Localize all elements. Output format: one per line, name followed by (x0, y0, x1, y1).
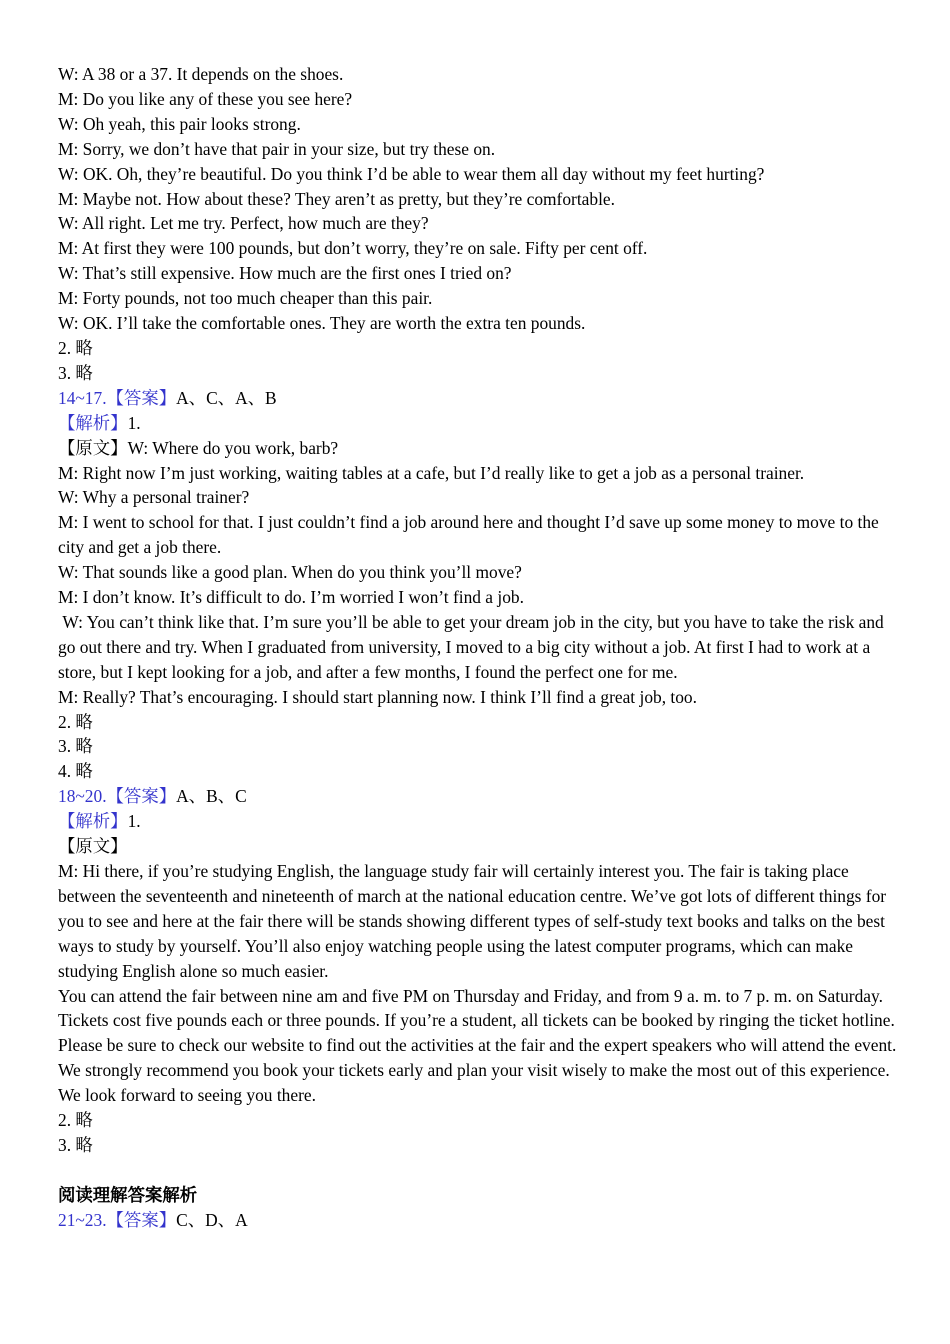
text-line: M: Right now I’m just working, waiting tables at a cafe, but I’d really like to get a job as a personal trainer. (58, 462, 805, 483)
text-paragraph: We strongly recommend you book your tickets early and plan your visit wisely to make the most out of this experience. We look forward to seeing you there. (58, 1060, 890, 1106)
text-line: W: OK. Oh, they’re beautiful. Do you think I’d be able to wear them all day without my feet hurting? (58, 163, 765, 184)
text-line: M: I don’t know. It’s difficult to do. I’m worried I won’t find a job. (58, 587, 524, 608)
text-line: W: Oh yeah, this pair looks strong. (58, 113, 301, 134)
original-label: 【原文】 (58, 836, 128, 857)
text-line: W: A 38 or a 37. It depends on the shoes. (58, 64, 344, 84)
question-18-20 (58, 784, 898, 1158)
text-line: 4. 略 (58, 761, 93, 782)
document-page (58, 62, 898, 1233)
original-text: W: Where do you work, barb? (127, 437, 339, 458)
text-line: M: Do you like any of these you see here? (58, 88, 353, 109)
analysis-label: 【解析】 (58, 811, 128, 832)
text-line: 3. 略 (58, 1134, 93, 1155)
text-line: W: OK. I’ll take the comfortable ones. They are worth the extra ten pounds. (58, 313, 586, 334)
text-line: 3. 略 (58, 362, 93, 383)
text-line: 2. 略 (58, 1110, 93, 1131)
analysis-text: 1. (127, 811, 141, 832)
answer-label: 【答案】 (106, 786, 177, 807)
text-line: W: All right. Let me try. Perfect, how much are they? (58, 213, 429, 234)
answer-value: A、B、C (176, 786, 247, 807)
original-line (58, 436, 898, 461)
text-line: W: Why a personal trainer? (58, 487, 250, 508)
answer-label: 【答案】 (106, 1209, 177, 1230)
reading-section (58, 1183, 898, 1233)
answer-line (58, 784, 898, 809)
analysis-text: 1. (127, 412, 141, 433)
question-range: 18~20. (58, 786, 107, 807)
dialogue-section-1 (58, 62, 898, 386)
text-line: M: Maybe not. How about these? They aren’t as pretty, but they’re comfortable. (58, 188, 615, 209)
text-line: M: Forty pounds, not too much cheaper than this pair. (58, 288, 433, 309)
answer-line (58, 386, 898, 411)
analysis-label: 【解析】 (58, 412, 128, 433)
text-line: M: Sorry, we don’t have that pair in your size, but try these on. (58, 138, 496, 159)
text-line: W: That sounds like a good plan. When do you think you’ll move? (58, 562, 522, 583)
answer-label: 【答案】 (106, 387, 177, 408)
analysis-line (58, 411, 898, 436)
answer-line (58, 1208, 898, 1233)
answer-value: C、D、A (176, 1209, 248, 1230)
text-line: M: At first they were 100 pounds, but don’t worry, they’re on sale. Fifty per cent off. (58, 238, 648, 259)
text-line: W: You can’t think like that. I’m sure you’ll be able to get your dream job in the city, but you have to take the risk and go out there and try. When I graduated from university, I moved to a big city without a job. At first I had to work at a store, but I kept looking for a job, and after a few months, I found the perfect one for me. (58, 611, 889, 682)
analysis-line (58, 809, 898, 834)
spacer (58, 1158, 898, 1183)
text-line: 3. 略 (58, 736, 93, 757)
text-paragraph: You can attend the fair between nine am and five PM on Thursday and Friday, and from 9 a. m. to 7 p. m. on Saturday. Tickets cost five pounds each or three pounds. If you’re a student, all tickets can be booked by ringing the ticket hotline. Please be sure to check our website to find out the activities at the fair and the expert speakers who will attend the event. (58, 985, 897, 1056)
question-14-17 (58, 386, 898, 785)
text-line: M: Really? That’s encouraging. I should start planning now. I think I’ll find a great job, too. (58, 686, 697, 707)
text-line: M: I went to school for that. I just couldn’t find a job around here and thought I’d save up some money to move to the city and get a job there. (58, 512, 879, 558)
text-paragraph: M: Hi there, if you’re studying English, the language study fair will certainly interest you. The fair is taking place between the seventeenth and nineteenth of march at the national education centre. We’ve got lots of different things for you to see and here at the fair there will be stands showing different types of self-study text books and talks on the best ways to study by yourself. You’ll also enjoy watching people using the latest computer programs, which can make studying English alone so much easier. (58, 861, 887, 981)
section-heading: 阅读理解答案解析 (58, 1184, 198, 1205)
question-range: 14~17. (58, 387, 107, 408)
answer-value: A、C、A、B (176, 387, 277, 408)
text-line: 2. 略 (58, 711, 93, 732)
text-line: 2. 略 (58, 337, 93, 358)
text-line: W: That’s still expensive. How much are the first ones I tried on? (58, 263, 512, 284)
original-label: 【原文】 (58, 437, 128, 458)
question-range: 21~23. (58, 1209, 107, 1230)
